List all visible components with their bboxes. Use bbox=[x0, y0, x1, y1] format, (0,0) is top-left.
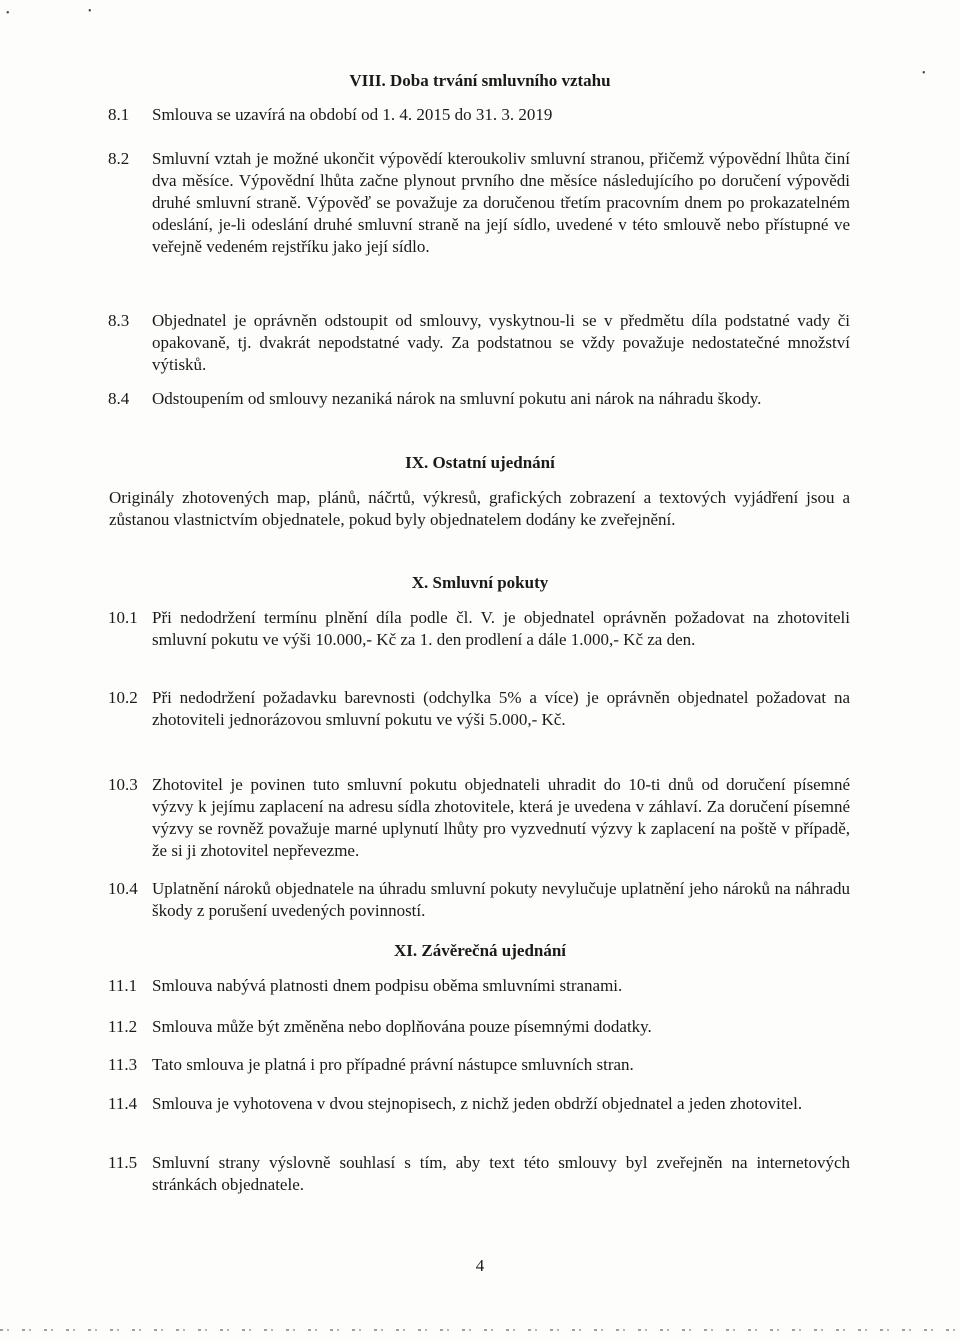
item-number: 11.1 bbox=[108, 976, 138, 995]
item-number: 11.2 bbox=[108, 1017, 138, 1036]
item-text: Smluvní strany výslovně souhlasí s tím, aby text této smlouvy byl zveřejněn na internetových stránkách objednatele. bbox=[152, 1153, 850, 1194]
item-number: 11.3 bbox=[108, 1055, 138, 1074]
section-title-viii: VIII. Doba trvání smluvního vztahu bbox=[349, 71, 611, 90]
page-number: 4 bbox=[475, 1256, 485, 1275]
item-number: 8.4 bbox=[108, 389, 130, 408]
item-text: Při nedodržení požadavku barevnosti (odchylka 5% a více) je oprávněn objednatel požadovat na zhotoviteli jednorázovou smluvní pokutu ve výši 5.000,- Kč. bbox=[152, 688, 850, 729]
section-title-ix: IX. Ostatní ujednání bbox=[405, 453, 555, 472]
item-text: Smlouva se uzavírá na období od 1. 4. 2015 do 31. 3. 2019 bbox=[152, 105, 553, 124]
item-number: 8.2 bbox=[108, 149, 130, 168]
item-number: 10.3 bbox=[108, 775, 138, 794]
section-title-xi: XI. Závěrečná ujednání bbox=[393, 941, 567, 960]
item-text: Zhotovitel je povinen tuto smluvní pokutu objednateli uhradit do 10-ti dnů od doručení písemné výzvy k jejímu zaplacení na adresu sídla zhotovitele, která je uvedena v záhlaví. Za doručení písemné výzvy se rovněž považuje marné uplynutí lhůty pro vyzvednutí výzvy k zaplacení na poště v případě, že si ji zhotovitel nepřevezme. bbox=[152, 775, 850, 860]
scan-mark: • bbox=[922, 68, 926, 79]
item-text: Při nedodržení termínu plnění díla podle čl. V. je objednatel oprávněn požadovat na zhotoviteli smluvní pokutu ve výši 10.000,- Kč za 1. den prodlení a dále 1.000,- Kč za den. bbox=[152, 608, 850, 649]
item-number: 11.5 bbox=[108, 1153, 138, 1172]
item-number: 11.4 bbox=[108, 1094, 138, 1113]
item-text: Uplatnění nároků objednatele na úhradu smluvní pokuty nevylučuje uplatnění jeho nároků na náhradu škody z porušení uvedených povinností. bbox=[152, 879, 850, 920]
item-number: 10.2 bbox=[108, 688, 138, 707]
scan-mark: • bbox=[6, 8, 10, 19]
item-text: Smlouva může být změněna nebo doplňována pouze písemnými dodatky. bbox=[152, 1017, 652, 1036]
item-number: 8.1 bbox=[108, 105, 130, 124]
item-text: Smlouva nabývá platnosti dnem podpisu oběma smluvními stranami. bbox=[152, 976, 623, 995]
section-text: Originály zhotovených map, plánů, náčrtů, výkresů, grafických zobrazení a textových vyjádření jsou a zůstanou vlastnictvím objednatele, pokud byly objednatelem dodány ke zveřejnění. bbox=[109, 488, 850, 529]
item-text: Smlouva je vyhotovena v dvou stejnopisech, z nichž jeden obdrží objednatel a jeden zhotovitel. bbox=[152, 1094, 803, 1113]
item-text: Smluvní vztah je možné ukončit výpovědí kteroukoliv smluvní stranou, přičemž výpovědní lhůta činí dva měsíce. Výpovědní lhůta začne plynout prvního dne měsíce následujícího po doručení výpovědi druhé smluvní straně. Výpověď se považuje za doručenou třetím pracovním dnem po prokazatelném odeslání, je-li odeslání druhé smluvní straně na její sídlo, uvedené v této smlouvě nebo přístupné ve veřejně vedeném rejstříku jako její sídlo. bbox=[152, 149, 850, 256]
item-text: Odstoupením od smlouvy nezaniká nárok na smluvní pokutu ani nárok na náhradu škody. bbox=[152, 389, 762, 408]
section-title-x: X. Smluvní pokuty bbox=[411, 573, 549, 592]
scan-mark: • bbox=[88, 6, 92, 17]
item-text: Objednatel je oprávněn odstoupit od smlouvy, vyskytnou-li se v předmětu díla podstatné vady či opakovaně, tj. dvakrát nepodstatné vady. Za podstatnou se vždy považuje nedostatečné množství výtisků. bbox=[152, 311, 850, 374]
item-number: 10.1 bbox=[108, 608, 138, 627]
item-number: 8.3 bbox=[108, 311, 130, 330]
scan-artifact-line bbox=[0, 1329, 960, 1331]
item-number: 10.4 bbox=[108, 879, 138, 898]
item-text: Tato smlouva je platná i pro případné právní nástupce smluvních stran. bbox=[152, 1055, 634, 1074]
